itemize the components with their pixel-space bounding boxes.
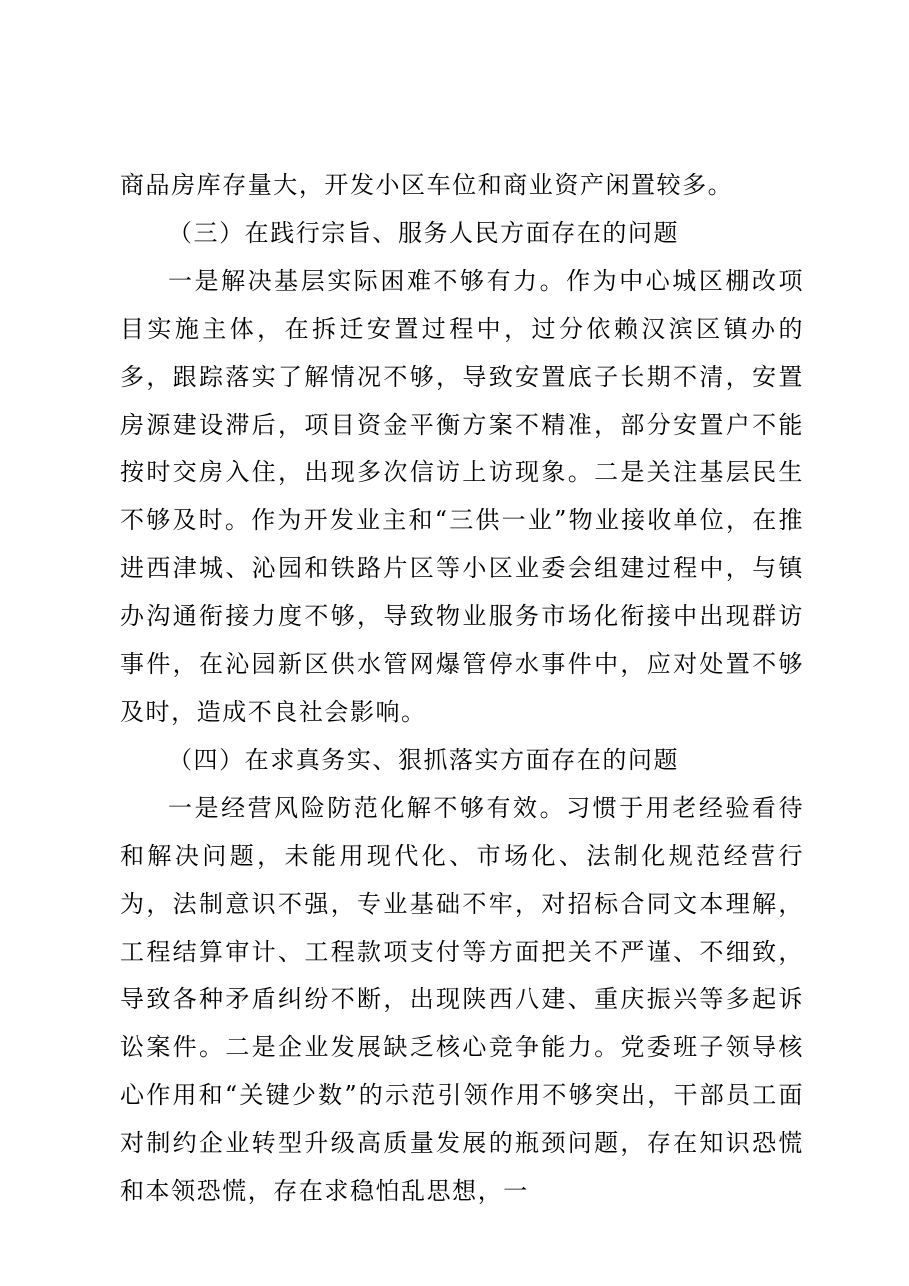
body-paragraph-4: 一是经营风险防范化解不够有效。习惯于用老经验看待和解决问题，未能用现代化、市场化、法制化规范经营行为，法制意识不强，专业基础不牢，对招标合同文本理解，工程结算审计、工程款项支付等方面把关不严谨、不细致，导致各种矛盾纠纷不断，出现陕西八建、重庆振兴等多起诉讼案件。二是企业发展缺乏核心竞争能力。党委班子领导核心作用和“关键少数”的示范引领作用不够突出，干部员工面对制约企业转型升级高质量发展的瓶颈问题，存在知识恐慌和本领恐慌，存在求稳怕乱思想，一: [120, 793, 804, 1206]
section-heading-4: （四）在求真务实、狠抓落实方面存在的问题: [168, 745, 679, 774]
continuation-paragraph: 商品房库存量大，开发小区车位和商业资产闲置较多。: [120, 171, 734, 199]
body-paragraph-3: 一是解决基层实际困难不够有力。作为中心城区棚改项目实施主体，在拆迁安置过程中，过分依赖汉滨区镇办的多，跟踪落实了解情况不够，导致安置底子长期不清，安置房源建设滞后，项目资金平衡方案不精准，部分安置户不能按时交房入住，出现多次信访上访现象。二是关注基层民生不够及时。作为开发业主和“三供一业”物业接收单位，在推进西津城、沁园和铁路片区等小区业委会组建过程中，与镇办沟通衔接力度不够，导致物业服务市场化衔接中出现群访事件，在沁园新区供水管网爆管停水事件中，应对处置不够及时，造成不良社会影响。: [120, 266, 804, 726]
section-heading-3: （三）在践行宗旨、服务人民方面存在的问题: [168, 218, 679, 247]
document-body: [120, 162, 804, 1216]
